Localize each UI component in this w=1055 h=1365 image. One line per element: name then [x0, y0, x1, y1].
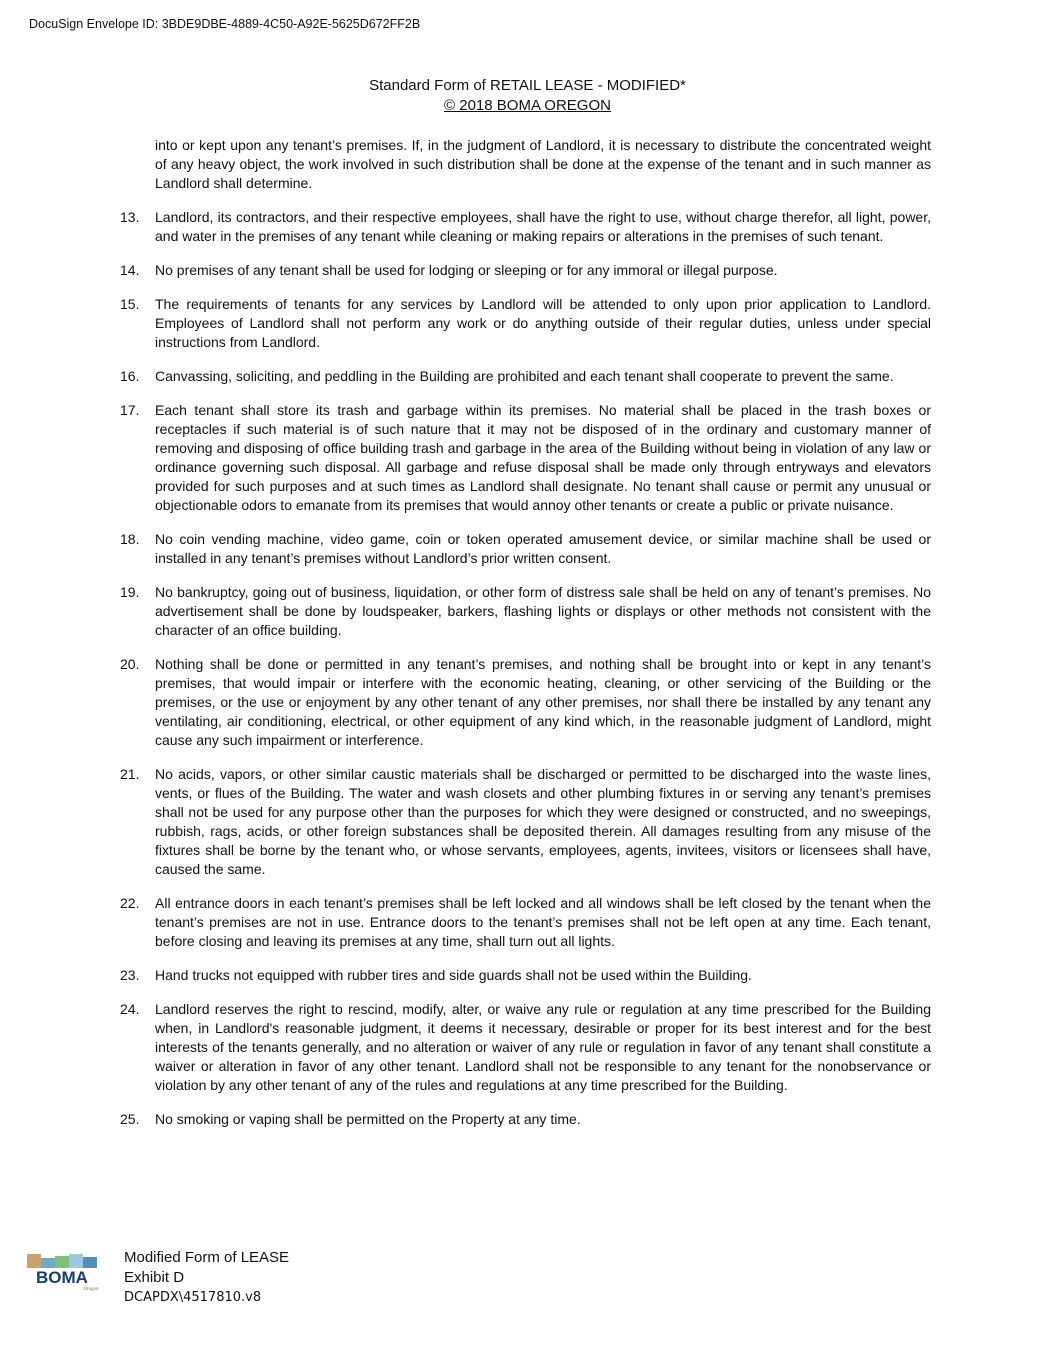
rule-text: Each tenant shall store its trash and garbage within its premises. No material shall be placed in the trash boxes or receptacles if such material is of such nature that it may not be disposed of in the ordinary and customary manner of removing and disposing of office building trash and garbage in the area of the Building without being in violation of any law or ordinance governing such disposal. All garbage and refuse disposal shall be made only through entryways and elevators provided for such purposes and at such times as Landlord shall designate. No tenant shall cause or permit any unusual or objectionable odors to emanate from its premises that would annoy other tenants or create a public or private nuisance.	[155, 402, 931, 513]
rule-number: 15.	[120, 296, 140, 312]
footer-form-name: Modified Form of LEASE	[124, 1249, 290, 1266]
rule-number: 19.	[120, 584, 140, 600]
rule-item	[120, 261, 931, 280]
logo-subtext: Oregon	[83, 1287, 99, 1292]
rule-text: The requirements of tenants for any services by Landlord will be attended to only upon prior application to Landlord. Employees of Landlord shall not perform any work or do anything outside of their regular duties, unless under special instructions from Landlord.	[155, 296, 931, 350]
boma-logo	[25, 1252, 99, 1292]
rules-body	[120, 136, 931, 1144]
logo-tile-1	[27, 1254, 41, 1268]
docusign-envelope-id: DocuSign Envelope ID: 3BDE9DBE-4889-4C50-A92E-5625D672FF2B	[29, 17, 421, 31]
rule-item	[120, 208, 931, 246]
rule-item	[120, 966, 931, 985]
continued-paragraph: into or kept upon any tenant’s premises. If, in the judgment of Landlord, it is necessary to distribute the concentrated weight of any heavy object, the work involved in such distribution shall be done at the expense of the tenant and in such manner as Landlord shall determine.	[155, 137, 931, 191]
logo-tile-5	[83, 1257, 97, 1268]
logo-tile-4	[69, 1254, 83, 1268]
footer-document-id: DCAPDX\4517810.v8	[124, 1290, 262, 1305]
rule-text: No smoking or vaping shall be permitted on the Property at any time.	[155, 1111, 581, 1127]
rule-text: No acids, vapors, or other similar caustic materials shall be discharged or permitted to be discharged into the waste lines, vents, or flues of the Building. The water and wash closets and other plumbing fixtures in or serving any tenant’s premises shall not be used for any purpose other than the purposes for which they were designed or constructed, and no sweepings, rubbish, rags, acids, or other foreign substances shall be deposited therein. All damages resulting from any misuse of the fixtures shall be borne by the tenant who, or whose servants, employees, agents, invitees, visitors or licensees shall have, caused the same.	[155, 766, 931, 877]
rule-number: 18.	[120, 531, 140, 547]
logo-tile-2	[41, 1258, 55, 1268]
form-title: Standard Form of RETAIL LEASE - MODIFIED*	[369, 77, 686, 94]
rule-number: 22.	[120, 895, 140, 911]
rule-item	[120, 295, 931, 352]
rule-item	[120, 655, 931, 750]
rule-item	[120, 583, 931, 640]
rule-number: 21.	[120, 766, 140, 782]
rule-item	[120, 894, 931, 951]
rule-number: 17.	[120, 402, 140, 418]
rule-item	[120, 367, 931, 386]
rule-item	[120, 401, 931, 515]
logo-tile-3	[55, 1256, 69, 1268]
rule-number: 16.	[120, 368, 140, 384]
page-footer	[124, 1248, 289, 1308]
rule-text: No premises of any tenant shall be used for lodging or sleeping or for any immoral or illegal purpose.	[155, 262, 778, 278]
rule-number: 23.	[120, 967, 140, 983]
copyright-line: © 2018 BOMA OREGON	[444, 97, 611, 114]
page-header	[0, 76, 1055, 116]
footer-exhibit: Exhibit D	[124, 1269, 185, 1286]
rule-item	[120, 530, 931, 568]
rule-item	[120, 1000, 931, 1095]
rule-number: 14.	[120, 262, 140, 278]
rule-item	[120, 765, 931, 879]
rules-list	[120, 208, 931, 1129]
rule-text: Landlord, its contractors, and their respective employees, shall have the right to use, without charge therefor, all light, power, and water in the premises of any tenant while cleaning or making repairs or alterations in the premises of such tenant.	[155, 209, 931, 244]
rule-number: 20.	[120, 656, 140, 672]
rule-text: No bankruptcy, going out of business, liquidation, or other form of distress sale shall be held on any of tenant’s premises. No advertisement shall be done by loudspeaker, barkers, flashing lights or displays or other methods not consistent with the character of an office building.	[155, 584, 931, 638]
rule-text: Landlord reserves the right to rescind, modify, alter, or waive any rule or regulation at any time prescribed for the Building when, in Landlord's reasonable judgment, it deems it necessary, desirable or proper for its best interest and for the best interests of the tenants generally, and no alteration or waiver of any rule or regulation in favor of any tenant shall constitute a waiver or alteration in favor of any other tenant. Landlord shall not be responsible to any tenant for the nonobservance or violation by any other tenant of any of the rules and regulations at any time prescribed for the Building.	[155, 1001, 931, 1093]
rule-item	[120, 1110, 931, 1129]
rule-text: No coin vending machine, video game, coin or token operated amusement device, or similar machine shall be used or installed in any tenant’s premises without Landlord’s prior written consent.	[155, 531, 931, 566]
rule-text: Hand trucks not equipped with rubber tires and side guards shall not be used within the Building.	[155, 967, 752, 983]
rule-text: Canvassing, soliciting, and peddling in the Building are prohibited and each tenant shall cooperate to prevent the same.	[155, 368, 894, 384]
rule-number: 13.	[120, 209, 140, 225]
rule-text: Nothing shall be done or permitted in any tenant’s premises, and nothing shall be brought into or kept in any tenant’s premises, that would impair or interfere with the economic heating, cleaning, or other servicing of the Building or the premises, or the use or enjoyment by any other tenant of any other premises, nor shall there be installed by any tenant any ventilating, air conditioning, electrical, or other equipment of any kind which, in the reasonable judgment of Landlord, might cause any such impairment or interference.	[155, 656, 931, 748]
logo-wordmark: BOMA	[36, 1268, 88, 1287]
rule-text: All entrance doors in each tenant’s premises shall be left locked and all windows shall be left closed by the tenant when the tenant’s premises are not in use. Entrance doors to the tenant’s premises shall not be left open at any time. Each tenant, before closing and leaving its premises at any time, shall turn out all lights.	[155, 895, 931, 949]
rule-number: 25.	[120, 1111, 140, 1127]
rule-number: 24.	[120, 1001, 140, 1017]
